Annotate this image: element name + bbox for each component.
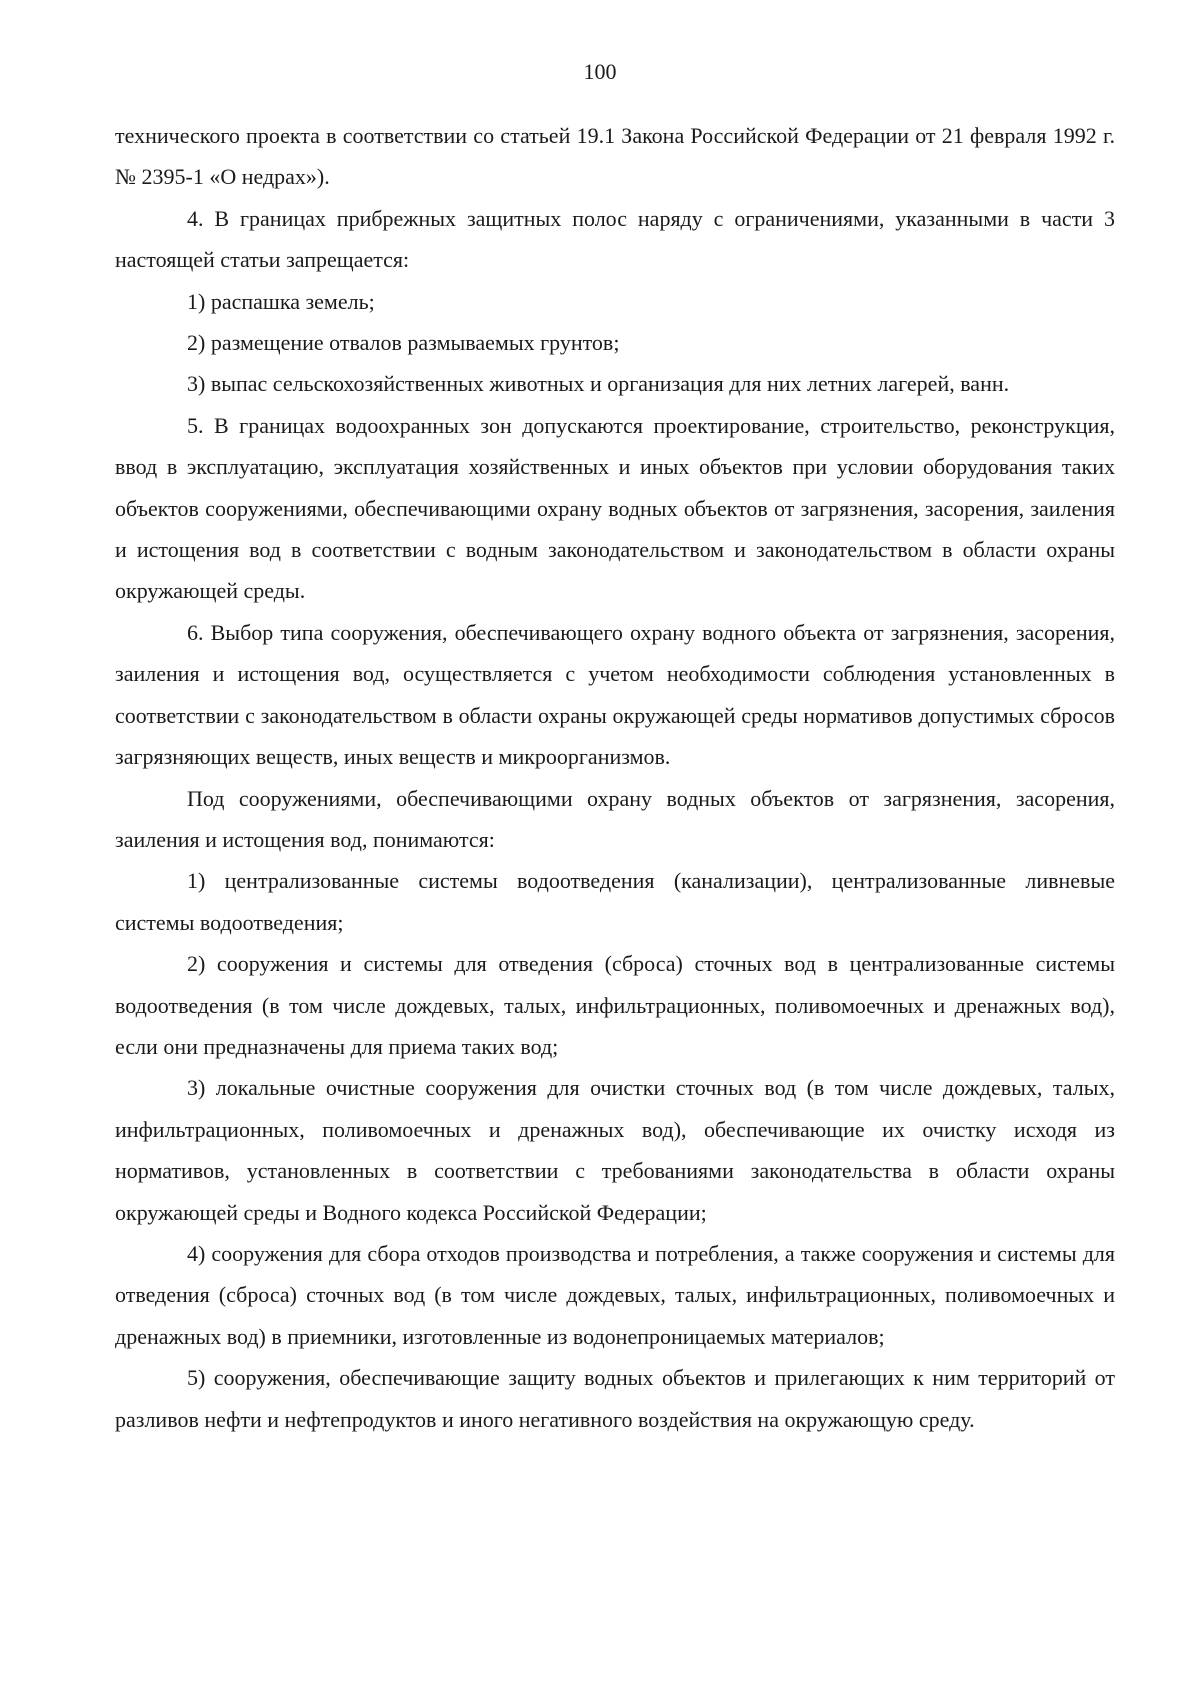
list-item: 5) сооружения, обеспечивающие защиту водных объектов и прилегающих к ним территорий от разливов нефти и нефтепродуктов и иного негативного воздействия на окружающую среду. bbox=[115, 1365, 1115, 1432]
list-item: 1) централизованные системы водоотведения (канализации), централизованные ливневые системы водоотведения; bbox=[115, 868, 1115, 935]
list-item: 2) сооружения и системы для отведения (сброса) сточных вод в централизованные системы водоотведения (в том числе дождевых, талых, инфильтрационных, поливомоечных и дренажных вод), если они предназначены для приема таких вод; bbox=[115, 951, 1115, 1059]
list-item: 2) размещение отвалов размываемых грунтов; bbox=[187, 330, 620, 356]
paragraph: Под сооружениями, обеспечивающими охрану водных объектов от загрязнения, засорения, заиления и истощения вод, понимаются: bbox=[115, 785, 1115, 852]
paragraph: 5. В границах водоохранных зон допускаются проектирование, строительство, реконструкция, ввод в эксплуатацию, эксплуатация хозяйственных и иных объектов при условии оборудования таких объектов сооружениями, обеспечивающими охрану водных объектов от загрязнения, засорения, заиления и истощения вод в соответствии с водным законодательством и законодательством в области охраны окружающей среды. bbox=[115, 412, 1115, 604]
document-body bbox=[115, 115, 1115, 1440]
list-item: 3) выпас сельскохозяйственных животных и организация для них летних лагерей, ванн. bbox=[187, 371, 1010, 397]
list-item: 1) распашка земель; bbox=[187, 288, 375, 314]
paragraph: 4. В границах прибрежных защитных полос наряду с ограничениями, указанными в части 3 настоящей статьи запрещается: bbox=[115, 205, 1115, 273]
paragraph: 6. Выбор типа сооружения, обеспечивающего охрану водного объекта от загрязнения, засорения, заиления и истощения вод, осуществляется с учетом необходимости соблюдения установленных в соответствии с законодательством в области охраны окружающей среды нормативов допустимых сбросов загрязняющих веществ, иных веществ и микроорганизмов. bbox=[115, 619, 1115, 770]
list-item: 4) сооружения для сбора отходов производства и потребления, а также сооружения и системы для отведения (сброса) сточных вод (в том числе дождевых, талых, инфильтрационных, поливомоечных и дренажных вод) в приемники, изготовленные из водонепроницаемых материалов; bbox=[115, 1240, 1115, 1349]
list-item: 3) локальные очистные сооружения для очистки сточных вод (в том числе дождевых, талых, инфильтрационных, поливомоечных и дренажных вод), обеспечивающие их очистку исходя из нормативов, установленных в соответствии с требованиями законодательства в области охраны окружающей среды и Водного кодекса Российской Федерации; bbox=[115, 1075, 1115, 1225]
paragraph: технического проекта в соответствии со статьей 19.1 Закона Российской Федерации от 21 февраля 1992 г. № 2395-1 «О недрах»). bbox=[115, 123, 1115, 190]
page-number: 100 bbox=[583, 59, 617, 84]
